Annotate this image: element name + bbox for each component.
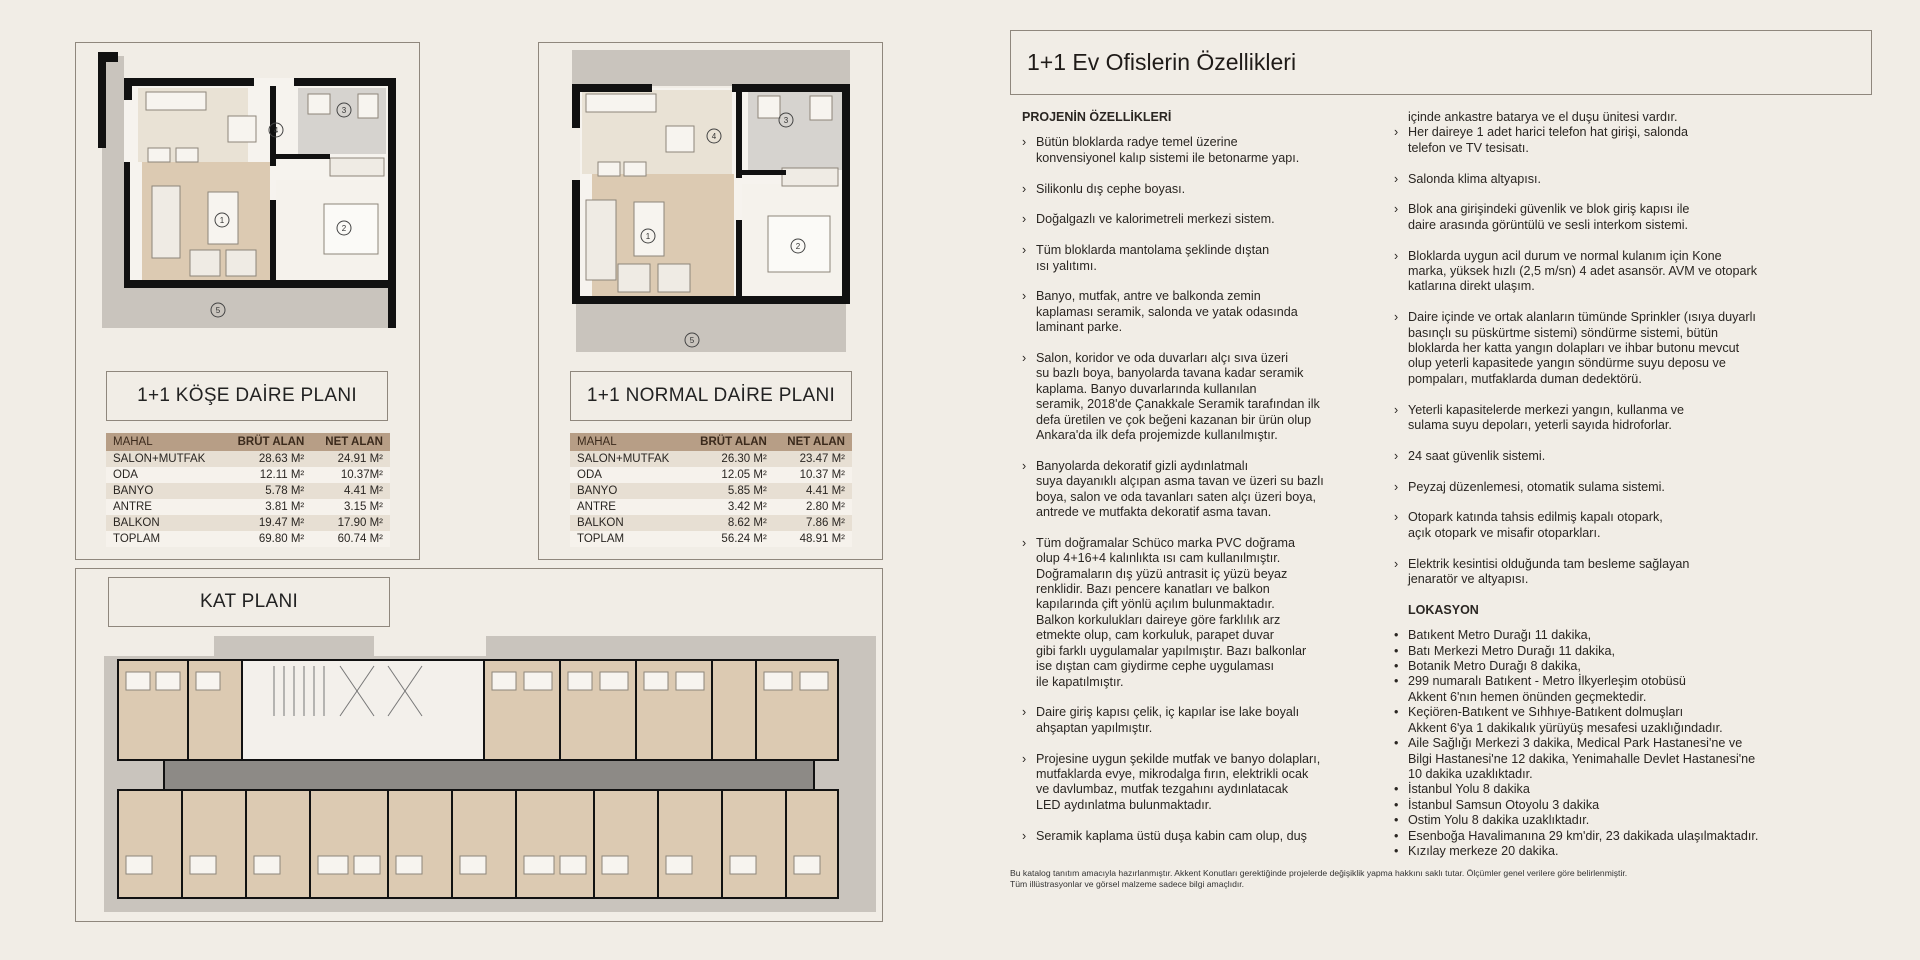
- table-cell: TOPLAM: [570, 531, 686, 547]
- table-header: MAHAL: [570, 433, 686, 451]
- table-cell: 3.81 M²: [223, 499, 312, 515]
- list-item: › Banyolarda dekoratif gizli aydınlatmalı suya dayanıklı alçıpan asma tavan ve üzeri su bazlı boya, salon ve oda tavanları saten alçı üzeri boya, antrede ve mutfakta dekoratif asma tavan.: [1022, 459, 1402, 521]
- table-cell: 2.80 M²: [774, 499, 852, 515]
- list-item: • Batıkent Metro Durağı 11 dakika,: [1394, 628, 1814, 643]
- table-row: [570, 467, 852, 483]
- corner-room-number: 4: [273, 126, 279, 135]
- table-cell: 8.62 M²: [686, 515, 774, 531]
- table-cell: 26.30 M²: [686, 451, 774, 467]
- list-item: • İstanbul Yolu 8 dakika: [1394, 782, 1814, 797]
- table-cell: ANTRE: [106, 499, 223, 515]
- list-item: • Keçiören-Batıkent ve Sıhhıye-Batıkent dolmuşları Akkent 6'ya 1 dakikalık yürüyüş mesafesi uzaklığındadır.: [1394, 705, 1814, 736]
- list-item: › Seramik kaplama üstü duşa kabin cam olup, duş: [1022, 829, 1402, 844]
- normal-room-number: 3: [783, 116, 789, 125]
- continuation-list: [1394, 110, 1814, 125]
- list-item: › Banyo, mutfak, antre ve balkonda zemin kaplaması seramik, salonda ve yatak odasında laminant parke.: [1022, 289, 1402, 335]
- table-cell: 23.47 M²: [774, 451, 852, 467]
- table-row: [106, 531, 390, 547]
- list-item: • Batı Merkezi Metro Durağı 11 dakika,: [1394, 644, 1814, 659]
- table-cell: 4.41 M²: [311, 483, 390, 499]
- normal-room-number: 2: [795, 242, 801, 251]
- list-item: › Daire içinde ve ortak alanların tümünde Sprinkler (ısıya duyarlı basınçlı su püskürtme sistemi) söndürme sistemi, bütün bloklarda her katta yangın dolapları ve ihbar butonu mevcut olup yeterli kapasitede yangın söndürme suyu deposu ve pompaları, mutfaklarda duman dedektörü.: [1394, 310, 1814, 387]
- floor-plan-title: KAT PLANI: [108, 577, 390, 627]
- features-header: 1+1 Ev Ofislerin Özellikleri: [1010, 30, 1872, 95]
- normal-apartment-floorplan: [572, 50, 850, 356]
- list-item: › Doğalgazlı ve kalorimetreli merkezi sistem.: [1022, 212, 1402, 227]
- table-row: [106, 483, 390, 499]
- table-cell: 17.90 M²: [311, 515, 390, 531]
- table-row: [106, 515, 390, 531]
- corner-room-number: 3: [341, 106, 347, 115]
- project-features-list: [1022, 135, 1402, 844]
- table-cell: 12.11 M²: [223, 467, 312, 483]
- project-features-heading: PROJENİN ÖZELLİKLERİ: [1022, 110, 1172, 124]
- list-item: › Silikonlu dış cephe boyası.: [1022, 182, 1402, 197]
- table-header: NET ALAN: [311, 433, 390, 451]
- table-row: [570, 483, 852, 499]
- services-list: [1394, 125, 1814, 587]
- location-list: [1394, 628, 1814, 859]
- corner-room-number: 1: [219, 216, 225, 225]
- list-item: • Botanik Metro Durağı 8 dakika,: [1394, 659, 1814, 674]
- list-item: › Projesine uygun şekilde mutfak ve banyo dolapları, mutfaklarda evye, mikrodalga fırın, elektrikli ocak ve davlumbaz, mutfak tezgahını aydınlatacak LED aydınlatma bulunmaktadır.: [1022, 752, 1402, 814]
- table-row: [570, 515, 852, 531]
- table-cell: 56.24 M²: [686, 531, 774, 547]
- table-cell: BANYO: [570, 483, 686, 499]
- list-item: • Esenboğa Havalimanına 29 km'dir, 23 dakikada ulaşılmaktadır.: [1394, 829, 1814, 844]
- table-cell: 48.91 M²: [774, 531, 852, 547]
- table-cell: ANTRE: [570, 499, 686, 515]
- table-header: BRÜT ALAN: [686, 433, 774, 451]
- floor-plan-drawing: [104, 636, 876, 912]
- list-item: › Blok ana girişindeki güvenlik ve blok giriş kapısı ile daire arasında görüntülü ve sesli interkom sistemi.: [1394, 202, 1814, 233]
- table-cell: ODA: [106, 467, 223, 483]
- table-cell: 5.78 M²: [223, 483, 312, 499]
- table-row: [106, 451, 390, 467]
- table-cell: SALON+MUTFAK: [570, 451, 686, 467]
- table-cell: ODA: [570, 467, 686, 483]
- table-cell: 28.63 M²: [223, 451, 312, 467]
- list-item: › Salonda klima altyapısı.: [1394, 172, 1814, 187]
- corner-area-table: [106, 433, 390, 547]
- list-item: › Elektrik kesintisi olduğunda tam besleme sağlayan jenaratör ve altyapısı.: [1394, 557, 1814, 588]
- corner-room-number: 2: [341, 224, 347, 233]
- table-cell: 3.15 M²: [311, 499, 390, 515]
- table-cell: 69.80 M²: [223, 531, 312, 547]
- location-heading: LOKASYON: [1408, 602, 1479, 617]
- list-item: › 24 saat güvenlik sistemi.: [1394, 449, 1814, 464]
- features-right-column: [1394, 110, 1814, 859]
- normal-area-table: [570, 433, 852, 547]
- table-header: MAHAL: [106, 433, 223, 451]
- list-item: › Peyzaj düzenlemesi, otomatik sulama sistemi.: [1394, 480, 1814, 495]
- list-item: • 299 numaralı Batıkent - Metro İlkyerleşim otobüsü Akkent 6'nın hemen önünden geçmektedir.: [1394, 674, 1814, 705]
- footnote: Bu katalog tanıtım amacıyla hazırlanmıştır. Akkent Konutları gerektiğinde projelerde değişiklik yapma hakkını saklı tutar. Ölçümler genel verilere göre belirlenmiştir. Tüm illüstrasyonlar ve görsel malzeme sadece bilgi amaçlıdır.: [1010, 868, 1628, 889]
- table-row: [106, 467, 390, 483]
- table-row: [570, 451, 852, 467]
- normal-room-number: 1: [645, 232, 651, 241]
- list-item: • Aile Sağlığı Merkezi 3 dakika, Medical Park Hastanesi'ne ve Bilgi Hastanesi'ne 12 dakika, Yenimahalle Devlet Hastanesi'ne 10 dakika uzaklıktadır.: [1394, 736, 1814, 782]
- list-item: › Otopark katında tahsis edilmiş kapalı otopark, açık otopark ve misafir otoparkları.: [1394, 510, 1814, 541]
- list-item: › Tüm doğramalar Schüco marka PVC doğrama olup 4+16+4 kalınlıkta ısı cam kullanılmıştır. Doğramaların dış yüzü antrasit iç yüzü beyaz renklidir. Bazı pencere kanatları ve balkon kapılarında çift yönlü açılım bulunmaktadır. Balkon korkulukları daireye göre farklılık arz etmekte olup, cam korkuluk, parapet duvar gibi farklı uygulamalar yapılmıştır. Bazı balkonlar ise dıştan cam giydirme cephe uygulaması ile kapatılmıştır.: [1022, 536, 1402, 690]
- list-item: › Tüm bloklarda mantolama şeklinde dıştan ısı yalıtımı.: [1022, 243, 1402, 274]
- table-cell: BALKON: [106, 515, 223, 531]
- list-item: • İstanbul Samsun Otoyolu 3 dakika: [1394, 798, 1814, 813]
- table-cell: 5.85 M²: [686, 483, 774, 499]
- normal-room-number: 5: [689, 336, 695, 345]
- table-cell: 24.91 M²: [311, 451, 390, 467]
- table-cell: 10.37 M²: [774, 467, 852, 483]
- list-item-continuation: içinde ankastre batarya ve el duşu ünitesi vardır.: [1408, 110, 1678, 124]
- corner-room-number: 5: [215, 306, 221, 315]
- table-cell: 19.47 M²: [223, 515, 312, 531]
- table-row: [570, 499, 852, 515]
- table-cell: 60.74 M²: [311, 531, 390, 547]
- list-item: › Bloklarda uygun acil durum ve normal kulanım için Kone marka, yüksek hızlı (2,5 m/sn) 4 adet asansör. AVM ve otopark katlarına direkt ulaşım.: [1394, 249, 1814, 295]
- table-header: NET ALAN: [774, 433, 852, 451]
- corner-apartment-floorplan: [98, 52, 400, 332]
- corner-plan-title: 1+1 KÖŞE DAİRE PLANI: [106, 371, 388, 421]
- list-item: • Kızılay merkeze 20 dakika.: [1394, 844, 1814, 859]
- table-cell: 4.41 M²: [774, 483, 852, 499]
- list-item: › Daire giriş kapısı çelik, iç kapılar ise lake boyalı ahşaptan yapılmıştır.: [1022, 705, 1402, 736]
- list-item: • Ostim Yolu 8 dakika uzaklıktadır.: [1394, 813, 1814, 828]
- list-item: › Yeterli kapasitelerde merkezi yangın, kullanma ve sulama suyu depoları, yeterli sayıda hidroforlar.: [1394, 403, 1814, 434]
- table-row: [106, 499, 390, 515]
- table-row: [570, 531, 852, 547]
- normal-room-number: 4: [711, 132, 717, 141]
- table-cell: 7.86 M²: [774, 515, 852, 531]
- table-cell: BALKON: [570, 515, 686, 531]
- list-item: › Her daireye 1 adet harici telefon hat girişi, salonda telefon ve TV tesisatı.: [1394, 125, 1814, 156]
- table-cell: 12.05 M²: [686, 467, 774, 483]
- table-cell: BANYO: [106, 483, 223, 499]
- list-item: › Bütün bloklarda radye temel üzerine konvensiyonel kalıp sistemi ile betonarme yapı.: [1022, 135, 1402, 166]
- table-cell: 3.42 M²: [686, 499, 774, 515]
- features-left-column: [1022, 110, 1402, 859]
- table-header: BRÜT ALAN: [223, 433, 312, 451]
- normal-plan-title: 1+1 NORMAL DAİRE PLANI: [570, 371, 852, 421]
- list-item: › Salon, koridor ve oda duvarları alçı sıva üzeri su bazlı boya, banyolarda tavana kadar seramik kaplama. Banyo duvarlarında kullanılan seramik, 2018'de Çanakkale Seramik tarafından ilk defa üretilen ve çok beğeni kazanan bir ürün olup Ankara'da ilk defa projemizde kullanılmıştır.: [1022, 351, 1402, 443]
- table-cell: SALON+MUTFAK: [106, 451, 223, 467]
- table-cell: TOPLAM: [106, 531, 223, 547]
- table-cell: 10.37M²: [311, 467, 390, 483]
